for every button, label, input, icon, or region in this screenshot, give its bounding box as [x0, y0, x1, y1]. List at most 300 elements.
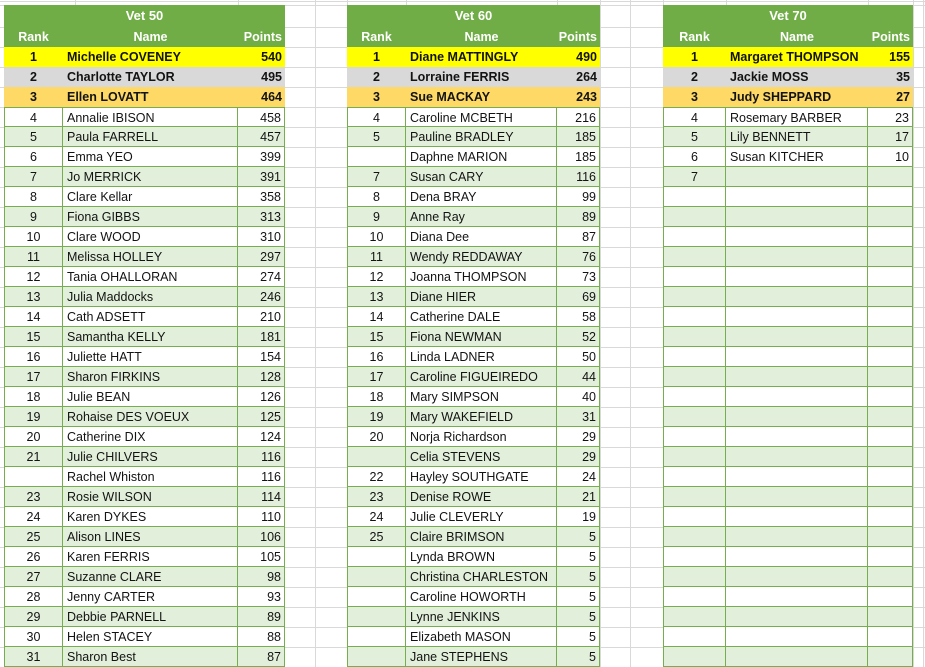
points-cell[interactable]: 185	[557, 127, 600, 147]
points-cell[interactable]: 5	[557, 587, 600, 607]
table-row	[4, 387, 285, 407]
header-rank[interactable]: Rank	[18, 30, 49, 44]
rank-cell[interactable]	[663, 347, 726, 367]
name-cell[interactable]: Claire BRIMSON	[406, 527, 557, 547]
header-name[interactable]: Name	[133, 30, 168, 44]
rank-cell[interactable]: 31	[4, 647, 63, 667]
points-cell[interactable]	[868, 647, 913, 667]
rank-cell[interactable]	[663, 527, 726, 547]
rank-cell[interactable]	[663, 267, 726, 287]
rank-cell[interactable]: 20	[4, 427, 63, 447]
points-cell[interactable]: 5	[557, 527, 600, 547]
points-cell[interactable]	[868, 207, 913, 227]
points-cell[interactable]: 52	[557, 327, 600, 347]
name-cell[interactable]: Cath ADSETT	[63, 307, 238, 327]
points-cell[interactable]	[868, 527, 913, 547]
points-cell[interactable]: 19	[557, 507, 600, 527]
rank-cell[interactable]: 3	[373, 90, 380, 104]
rank-cell[interactable]: 9	[347, 207, 406, 227]
points-cell[interactable]	[868, 367, 913, 387]
name-cell[interactable]: Juliette HATT	[63, 347, 238, 367]
points-cell[interactable]: 114	[238, 487, 285, 507]
rank-cell[interactable]: 17	[4, 367, 63, 387]
header-points[interactable]: Points	[243, 30, 282, 44]
rank-cell[interactable]	[347, 627, 406, 647]
points-cell[interactable]	[868, 487, 913, 507]
points-cell[interactable]	[868, 327, 913, 347]
points-cell[interactable]: 540	[261, 50, 282, 64]
rank-cell[interactable]	[663, 367, 726, 387]
rank-cell[interactable]: 29	[4, 607, 63, 627]
rank-cell[interactable]: 11	[347, 247, 406, 267]
points-cell[interactable]: 5	[557, 627, 600, 647]
rank-cell[interactable]: 18	[347, 387, 406, 407]
points-cell[interactable]: 50	[557, 347, 600, 367]
name-cell[interactable]: Christina CHARLESTON	[406, 567, 557, 587]
name-cell[interactable]: Alison LINES	[63, 527, 238, 547]
rank-cell[interactable]: 4	[347, 107, 406, 127]
points-cell[interactable]: 29	[557, 427, 600, 447]
rank-cell[interactable]	[4, 467, 63, 487]
name-cell[interactable]	[726, 367, 868, 387]
rank-cell[interactable]	[663, 467, 726, 487]
name-cell[interactable]: Emma YEO	[63, 147, 238, 167]
name-cell[interactable]: Melissa HOLLEY	[63, 247, 238, 267]
rank-cell[interactable]: 22	[347, 467, 406, 487]
rank-cell[interactable]: 13	[347, 287, 406, 307]
points-cell[interactable]	[868, 507, 913, 527]
name-cell[interactable]	[726, 607, 868, 627]
name-cell[interactable]: Annalie IBISON	[63, 107, 238, 127]
points-cell[interactable]	[868, 567, 913, 587]
name-cell[interactable]: Elizabeth MASON	[406, 627, 557, 647]
table-header-row	[663, 27, 913, 47]
rank-cell[interactable]	[663, 447, 726, 467]
points-cell[interactable]	[868, 247, 913, 267]
points-cell[interactable]: 5	[557, 567, 600, 587]
points-cell[interactable]: 116	[238, 467, 285, 487]
rank-cell[interactable]: 9	[4, 207, 63, 227]
points-cell[interactable]: 181	[238, 327, 285, 347]
rank-cell[interactable]: 1	[691, 50, 698, 64]
rank-cell[interactable]	[663, 207, 726, 227]
rank-cell[interactable]: 15	[4, 327, 63, 347]
points-cell[interactable]: 35	[896, 70, 910, 84]
rank-cell[interactable]: 30	[4, 627, 63, 647]
name-cell[interactable]: Diane HIER	[406, 287, 557, 307]
name-cell[interactable]	[726, 507, 868, 527]
name-cell[interactable]: Paula FARRELL	[63, 127, 238, 147]
rank-cell[interactable]	[663, 287, 726, 307]
points-cell[interactable]	[868, 587, 913, 607]
points-cell[interactable]: 21	[557, 487, 600, 507]
name-cell[interactable]: Susan CARY	[406, 167, 557, 187]
name-cell[interactable]: Sharon Best	[63, 647, 238, 667]
rank-cell[interactable]: 2	[691, 70, 698, 84]
rank-cell[interactable]	[663, 627, 726, 647]
name-cell[interactable]: Fiona GIBBS	[63, 207, 238, 227]
table-row	[347, 567, 600, 587]
rank-cell[interactable]	[663, 187, 726, 207]
points-cell[interactable]: 126	[238, 387, 285, 407]
points-cell[interactable]: 24	[557, 467, 600, 487]
points-cell[interactable]: 76	[557, 247, 600, 267]
points-cell[interactable]	[868, 267, 913, 287]
rank-cell[interactable]	[663, 327, 726, 347]
points-cell[interactable]: 310	[238, 227, 285, 247]
name-cell[interactable]	[726, 647, 868, 667]
points-cell[interactable]: 464	[261, 90, 282, 104]
header-rank[interactable]: Rank	[679, 30, 710, 44]
points-cell[interactable]	[868, 167, 913, 187]
name-cell[interactable]: Tania OHALLORAN	[63, 267, 238, 287]
table-title[interactable]: Vet 50	[4, 5, 285, 27]
table-row	[663, 387, 913, 407]
points-cell[interactable]	[868, 447, 913, 467]
name-cell[interactable]: Caroline MCBETH	[406, 107, 557, 127]
points-cell[interactable]: 391	[238, 167, 285, 187]
rank-cell[interactable]: 3	[691, 90, 698, 104]
rank-cell[interactable]: 5	[4, 127, 63, 147]
points-cell[interactable]	[868, 427, 913, 447]
points-cell[interactable]: 5	[557, 647, 600, 667]
points-cell[interactable]: 457	[238, 127, 285, 147]
rank-cell[interactable]	[663, 247, 726, 267]
name-cell[interactable]	[726, 407, 868, 427]
rank-cell[interactable]: 24	[4, 507, 63, 527]
points-cell[interactable]	[868, 187, 913, 207]
name-cell[interactable]: Rachel Whiston	[63, 467, 238, 487]
points-cell[interactable]: 297	[238, 247, 285, 267]
name-cell[interactable]: Charlotte TAYLOR	[67, 70, 175, 84]
name-cell[interactable]: Mary WAKEFIELD	[406, 407, 557, 427]
name-cell[interactable]	[726, 167, 868, 187]
rank-cell[interactable]: 7	[663, 167, 726, 187]
points-cell[interactable]: 490	[576, 50, 597, 64]
name-cell[interactable]	[726, 307, 868, 327]
name-cell[interactable]: Hayley SOUTHGATE	[406, 467, 557, 487]
name-cell[interactable]: Diana Dee	[406, 227, 557, 247]
rank-cell[interactable]	[347, 547, 406, 567]
name-cell[interactable]: Fiona NEWMAN	[406, 327, 557, 347]
rank-cell[interactable]: 10	[347, 227, 406, 247]
points-cell[interactable]: 29	[557, 447, 600, 467]
rank-cell[interactable]: 18	[4, 387, 63, 407]
name-cell[interactable]: Lorraine FERRIS	[410, 70, 510, 84]
rank-cell[interactable]	[347, 607, 406, 627]
points-cell[interactable]: 10	[868, 147, 913, 167]
name-cell[interactable]	[726, 207, 868, 227]
table-row	[663, 527, 913, 547]
points-cell[interactable]: 458	[238, 107, 285, 127]
rank-cell[interactable]: 17	[347, 367, 406, 387]
name-cell[interactable]: Helen STACEY	[63, 627, 238, 647]
name-cell[interactable]: Margaret THOMPSON	[730, 50, 859, 64]
rank-cell[interactable]: 12	[347, 267, 406, 287]
rank-cell[interactable]: 19	[347, 407, 406, 427]
points-cell[interactable]: 106	[238, 527, 285, 547]
points-cell[interactable]: 87	[238, 647, 285, 667]
rank-cell[interactable]: 1	[30, 50, 37, 64]
name-cell[interactable]: Daphne MARION	[406, 147, 557, 167]
table-row	[4, 367, 285, 387]
points-cell[interactable]: 93	[238, 587, 285, 607]
name-cell[interactable]: Lily BENNETT	[726, 127, 868, 147]
points-cell[interactable]	[868, 467, 913, 487]
rank-cell[interactable]: 13	[4, 287, 63, 307]
rank-cell[interactable]: 15	[347, 327, 406, 347]
rank-cell[interactable]: 16	[4, 347, 63, 367]
rank-cell[interactable]: 25	[4, 527, 63, 547]
rank-cell[interactable]: 21	[4, 447, 63, 467]
points-cell[interactable]: 264	[576, 70, 597, 84]
rank-cell[interactable]	[663, 507, 726, 527]
name-cell[interactable]: Wendy REDDAWAY	[406, 247, 557, 267]
rank-cell[interactable]	[663, 547, 726, 567]
points-cell[interactable]: 243	[576, 90, 597, 104]
points-cell[interactable]: 155	[889, 50, 910, 64]
name-cell[interactable]: Rohaise DES VOEUX	[63, 407, 238, 427]
name-cell[interactable]: Clare Kellar	[63, 187, 238, 207]
rank-cell[interactable]: 2	[30, 70, 37, 84]
name-cell[interactable]: Julie CHILVERS	[63, 447, 238, 467]
points-cell[interactable]: 399	[238, 147, 285, 167]
name-cell[interactable]: Lynne JENKINS	[406, 607, 557, 627]
points-cell[interactable]: 31	[557, 407, 600, 427]
name-cell[interactable]: Ellen LOVATT	[67, 90, 149, 104]
points-cell[interactable]	[868, 287, 913, 307]
rank-cell[interactable]: 4	[663, 107, 726, 127]
rank-cell[interactable]	[347, 567, 406, 587]
name-cell[interactable]: Karen DYKES	[63, 507, 238, 527]
rank-cell[interactable]: 6	[4, 147, 63, 167]
points-cell[interactable]: 58	[557, 307, 600, 327]
rank-cell[interactable]: 2	[373, 70, 380, 84]
rank-cell[interactable]: 8	[347, 187, 406, 207]
name-cell[interactable]: Celia STEVENS	[406, 447, 557, 467]
rank-cell[interactable]	[663, 607, 726, 627]
name-cell[interactable]: Norja Richardson	[406, 427, 557, 447]
name-cell[interactable]: Susan KITCHER	[726, 147, 868, 167]
name-cell[interactable]: Caroline HOWORTH	[406, 587, 557, 607]
name-cell[interactable]: Samantha KELLY	[63, 327, 238, 347]
rank-cell[interactable]	[347, 587, 406, 607]
points-cell[interactable]: 116	[557, 167, 600, 187]
name-cell[interactable]: Judy SHEPPARD	[730, 90, 832, 104]
header-name[interactable]: Name	[464, 30, 499, 44]
points-cell[interactable]: 313	[238, 207, 285, 227]
points-cell[interactable]: 44	[557, 367, 600, 387]
name-cell[interactable]: Rosie WILSON	[63, 487, 238, 507]
name-cell[interactable]: Anne Ray	[406, 207, 557, 227]
rank-cell[interactable]	[663, 387, 726, 407]
name-cell[interactable]: Suzanne CLARE	[63, 567, 238, 587]
points-cell[interactable]: 154	[238, 347, 285, 367]
points-cell[interactable]: 358	[238, 187, 285, 207]
name-cell[interactable]	[726, 227, 868, 247]
points-cell[interactable]: 246	[238, 287, 285, 307]
rank-cell[interactable]	[663, 407, 726, 427]
points-cell[interactable]: 88	[238, 627, 285, 647]
points-cell[interactable]: 5	[557, 607, 600, 627]
rank-cell[interactable]: 10	[4, 227, 63, 247]
name-cell[interactable]: Julia Maddocks	[63, 287, 238, 307]
name-cell[interactable]: Jane STEPHENS	[406, 647, 557, 667]
points-cell[interactable]: 210	[238, 307, 285, 327]
name-cell[interactable]: Catherine DALE	[406, 307, 557, 327]
points-cell[interactable]: 89	[557, 207, 600, 227]
rank-cell[interactable]: 20	[347, 427, 406, 447]
name-cell[interactable]: Debbie PARNELL	[63, 607, 238, 627]
name-cell[interactable]	[726, 587, 868, 607]
points-cell[interactable]: 17	[868, 127, 913, 147]
name-cell[interactable]	[726, 527, 868, 547]
points-cell[interactable]: 274	[238, 267, 285, 287]
name-cell[interactable]: Jackie MOSS	[730, 70, 809, 84]
points-cell[interactable]: 99	[557, 187, 600, 207]
points-cell[interactable]	[868, 307, 913, 327]
name-cell[interactable]: Jenny CARTER	[63, 587, 238, 607]
points-cell[interactable]: 116	[238, 447, 285, 467]
table-title[interactable]: Vet 60	[347, 5, 600, 27]
name-cell[interactable]: Sharon FIRKINS	[63, 367, 238, 387]
points-cell[interactable]	[868, 347, 913, 367]
rank-cell[interactable]: 26	[4, 547, 63, 567]
name-cell[interactable]	[726, 327, 868, 347]
rank-cell[interactable]: 7	[4, 167, 63, 187]
rank-cell[interactable]	[663, 487, 726, 507]
points-cell[interactable]: 5	[557, 547, 600, 567]
rank-cell[interactable]	[347, 647, 406, 667]
rank-cell[interactable]	[347, 147, 406, 167]
name-cell[interactable]	[726, 287, 868, 307]
name-cell[interactable]	[726, 247, 868, 267]
name-cell[interactable]: Caroline FIGUEIREDO	[406, 367, 557, 387]
header-rank[interactable]: Rank	[361, 30, 392, 44]
name-cell[interactable]: Clare WOOD	[63, 227, 238, 247]
name-cell[interactable]: Julie CLEVERLY	[406, 507, 557, 527]
rank-cell[interactable]	[663, 427, 726, 447]
name-cell[interactable]	[726, 347, 868, 367]
rank-cell[interactable]: 6	[663, 147, 726, 167]
points-cell[interactable]: 89	[238, 607, 285, 627]
points-cell[interactable]: 40	[557, 387, 600, 407]
name-cell[interactable]: Pauline BRADLEY	[406, 127, 557, 147]
name-cell[interactable]	[726, 487, 868, 507]
points-cell[interactable]: 110	[238, 507, 285, 527]
name-cell[interactable]	[726, 547, 868, 567]
header-points[interactable]: Points	[871, 30, 910, 44]
rank-cell[interactable]: 4	[4, 107, 63, 127]
points-cell[interactable]: 216	[557, 107, 600, 127]
points-cell[interactable]	[868, 387, 913, 407]
rank-cell[interactable]: 28	[4, 587, 63, 607]
points-cell[interactable]: 128	[238, 367, 285, 387]
name-cell[interactable]	[726, 447, 868, 467]
rank-cell[interactable]: 14	[4, 307, 63, 327]
rank-cell[interactable]: 1	[373, 50, 380, 64]
points-cell[interactable]: 27	[896, 90, 910, 104]
table-row	[663, 207, 913, 227]
name-cell[interactable]: Mary SIMPSON	[406, 387, 557, 407]
table-row	[347, 507, 600, 527]
name-cell[interactable]	[726, 187, 868, 207]
name-cell[interactable]: Julie BEAN	[63, 387, 238, 407]
rank-cell[interactable]: 3	[30, 90, 37, 104]
name-cell[interactable]: Catherine DIX	[63, 427, 238, 447]
name-cell[interactable]: Linda LADNER	[406, 347, 557, 367]
name-cell[interactable]: Jo MERRICK	[63, 167, 238, 187]
rank-cell[interactable]	[663, 307, 726, 327]
rank-cell[interactable]: 5	[347, 127, 406, 147]
rank-cell[interactable]	[663, 647, 726, 667]
name-cell[interactable]	[726, 627, 868, 647]
points-cell[interactable]: 105	[238, 547, 285, 567]
points-cell[interactable]: 125	[238, 407, 285, 427]
rank-cell[interactable]: 23	[4, 487, 63, 507]
points-cell[interactable]: 69	[557, 287, 600, 307]
name-cell[interactable]: Joanna THOMPSON	[406, 267, 557, 287]
name-cell[interactable]	[726, 387, 868, 407]
name-cell[interactable]: Dena BRAY	[406, 187, 557, 207]
rank-cell[interactable]: 23	[347, 487, 406, 507]
points-cell[interactable]	[868, 547, 913, 567]
header-points[interactable]: Points	[558, 30, 597, 44]
name-cell[interactable]: Sue MACKAY	[410, 90, 491, 104]
rank-cell[interactable]: 7	[347, 167, 406, 187]
points-cell[interactable]: 185	[557, 147, 600, 167]
rank-cell[interactable]: 11	[4, 247, 63, 267]
name-cell[interactable]: Karen FERRIS	[63, 547, 238, 567]
rank-cell[interactable]	[663, 587, 726, 607]
table-title[interactable]: Vet 70	[663, 5, 913, 27]
name-cell[interactable]: Denise ROWE	[406, 487, 557, 507]
rank-cell[interactable]: 5	[663, 127, 726, 147]
name-cell[interactable]: Rosemary BARBER	[726, 107, 868, 127]
rank-cell[interactable]: 16	[347, 347, 406, 367]
name-cell[interactable]	[726, 427, 868, 447]
points-cell[interactable]: 98	[238, 567, 285, 587]
rank-cell[interactable]: 12	[4, 267, 63, 287]
points-cell[interactable]: 23	[868, 107, 913, 127]
table-row	[347, 87, 600, 107]
rank-cell[interactable]: 24	[347, 507, 406, 527]
points-cell[interactable]: 87	[557, 227, 600, 247]
name-cell[interactable]	[726, 567, 868, 587]
rank-cell[interactable]	[663, 567, 726, 587]
header-name[interactable]: Name	[779, 30, 815, 44]
rank-cell[interactable]: 14	[347, 307, 406, 327]
points-cell[interactable]	[868, 227, 913, 247]
points-cell[interactable]: 124	[238, 427, 285, 447]
points-cell[interactable]	[868, 607, 913, 627]
rank-cell[interactable]: 27	[4, 567, 63, 587]
rank-cell[interactable]: 25	[347, 527, 406, 547]
points-cell[interactable]	[868, 407, 913, 427]
rank-cell[interactable]: 19	[4, 407, 63, 427]
rank-cell[interactable]	[663, 227, 726, 247]
rank-cell[interactable]	[347, 447, 406, 467]
name-cell[interactable]: Diane MATTINGLY	[410, 50, 519, 64]
points-cell[interactable]: 495	[261, 70, 282, 84]
name-cell[interactable]: Lynda BROWN	[406, 547, 557, 567]
rank-cell[interactable]: 8	[4, 187, 63, 207]
name-cell[interactable]: Michelle COVENEY	[67, 50, 181, 64]
name-cell[interactable]	[726, 267, 868, 287]
points-cell[interactable]	[868, 627, 913, 647]
points-cell[interactable]: 73	[557, 267, 600, 287]
name-cell[interactable]	[726, 467, 868, 487]
